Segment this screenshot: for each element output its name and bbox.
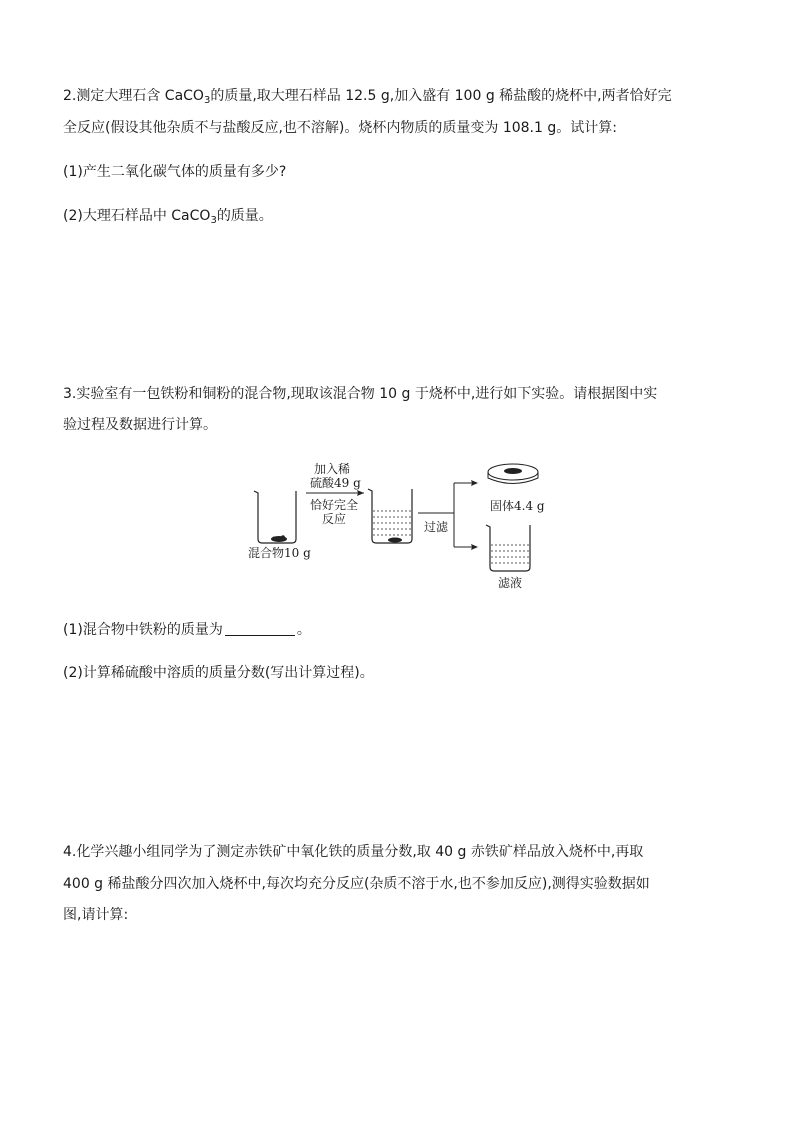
beaker-reaction — [368, 489, 412, 543]
q2-sub2: (2)大理石样品中 CaCO$_3$的质量。 — [63, 208, 273, 226]
q4-line1: 4.化学兴趣小组同学为了测定赤铁矿中氧化铁的质量分数,取 40 g 赤铁矿样品放入烧杯中,再取 — [63, 844, 644, 860]
dish-solid — [488, 464, 538, 484]
beaker-filtrate — [486, 525, 530, 571]
q3-line2: 验过程及数据进行计算。 — [63, 417, 217, 433]
react-label-1: 恰好完全 — [310, 498, 359, 512]
react-label-2: 反应 — [322, 512, 347, 526]
q2-sub1: (1)产生二氧化碳气体的质量有多少? — [63, 164, 287, 180]
mixture-label: 混合物10 g — [248, 546, 311, 560]
filter-label: 过滤 — [424, 520, 449, 534]
answer-blank[interactable] — [225, 621, 295, 636]
q4-line3: 图,请计算: — [63, 907, 129, 923]
q3-sub2: (2)计算稀硫酸中溶质的质量分数(写出计算过程)。 — [63, 665, 374, 681]
experiment-diagram — [240, 455, 560, 595]
q2-line2: 全反应(假设其他杂质不与盐酸反应,也不溶解)。烧杯内物质的质量变为 108.1 g。试计算: — [63, 120, 617, 136]
solid-label: 固体4.4 g — [490, 499, 545, 513]
q4-line2: 400 g 稀盐酸分四次加入烧杯中,每次均充分反应(杂质不溶于水,也不参加反应),测得实验数据如 — [63, 876, 650, 892]
q3-sub1: (1)混合物中铁粉的质量为 。 — [63, 622, 311, 638]
beaker-mixture — [254, 491, 296, 543]
arrow-add-acid — [306, 490, 364, 496]
q3-line1: 3.实验室有一包铁粉和铜粉的混合物,现取该混合物 10 g 于烧杯中,进行如下实验。请根据图中实 — [63, 386, 658, 402]
add-acid-label-1: 加入稀 — [314, 462, 351, 476]
q2-line1: 2.测定大理石含 CaCO$_3$的质量,取大理石样品 12.5 g,加入盛有 100 g 稀盐酸的烧杯中,两者恰好完 — [63, 88, 672, 106]
add-acid-label-2: 硫酸49 g — [310, 476, 361, 490]
filtrate-label: 滤液 — [498, 576, 523, 590]
branch-arrows — [454, 480, 478, 550]
